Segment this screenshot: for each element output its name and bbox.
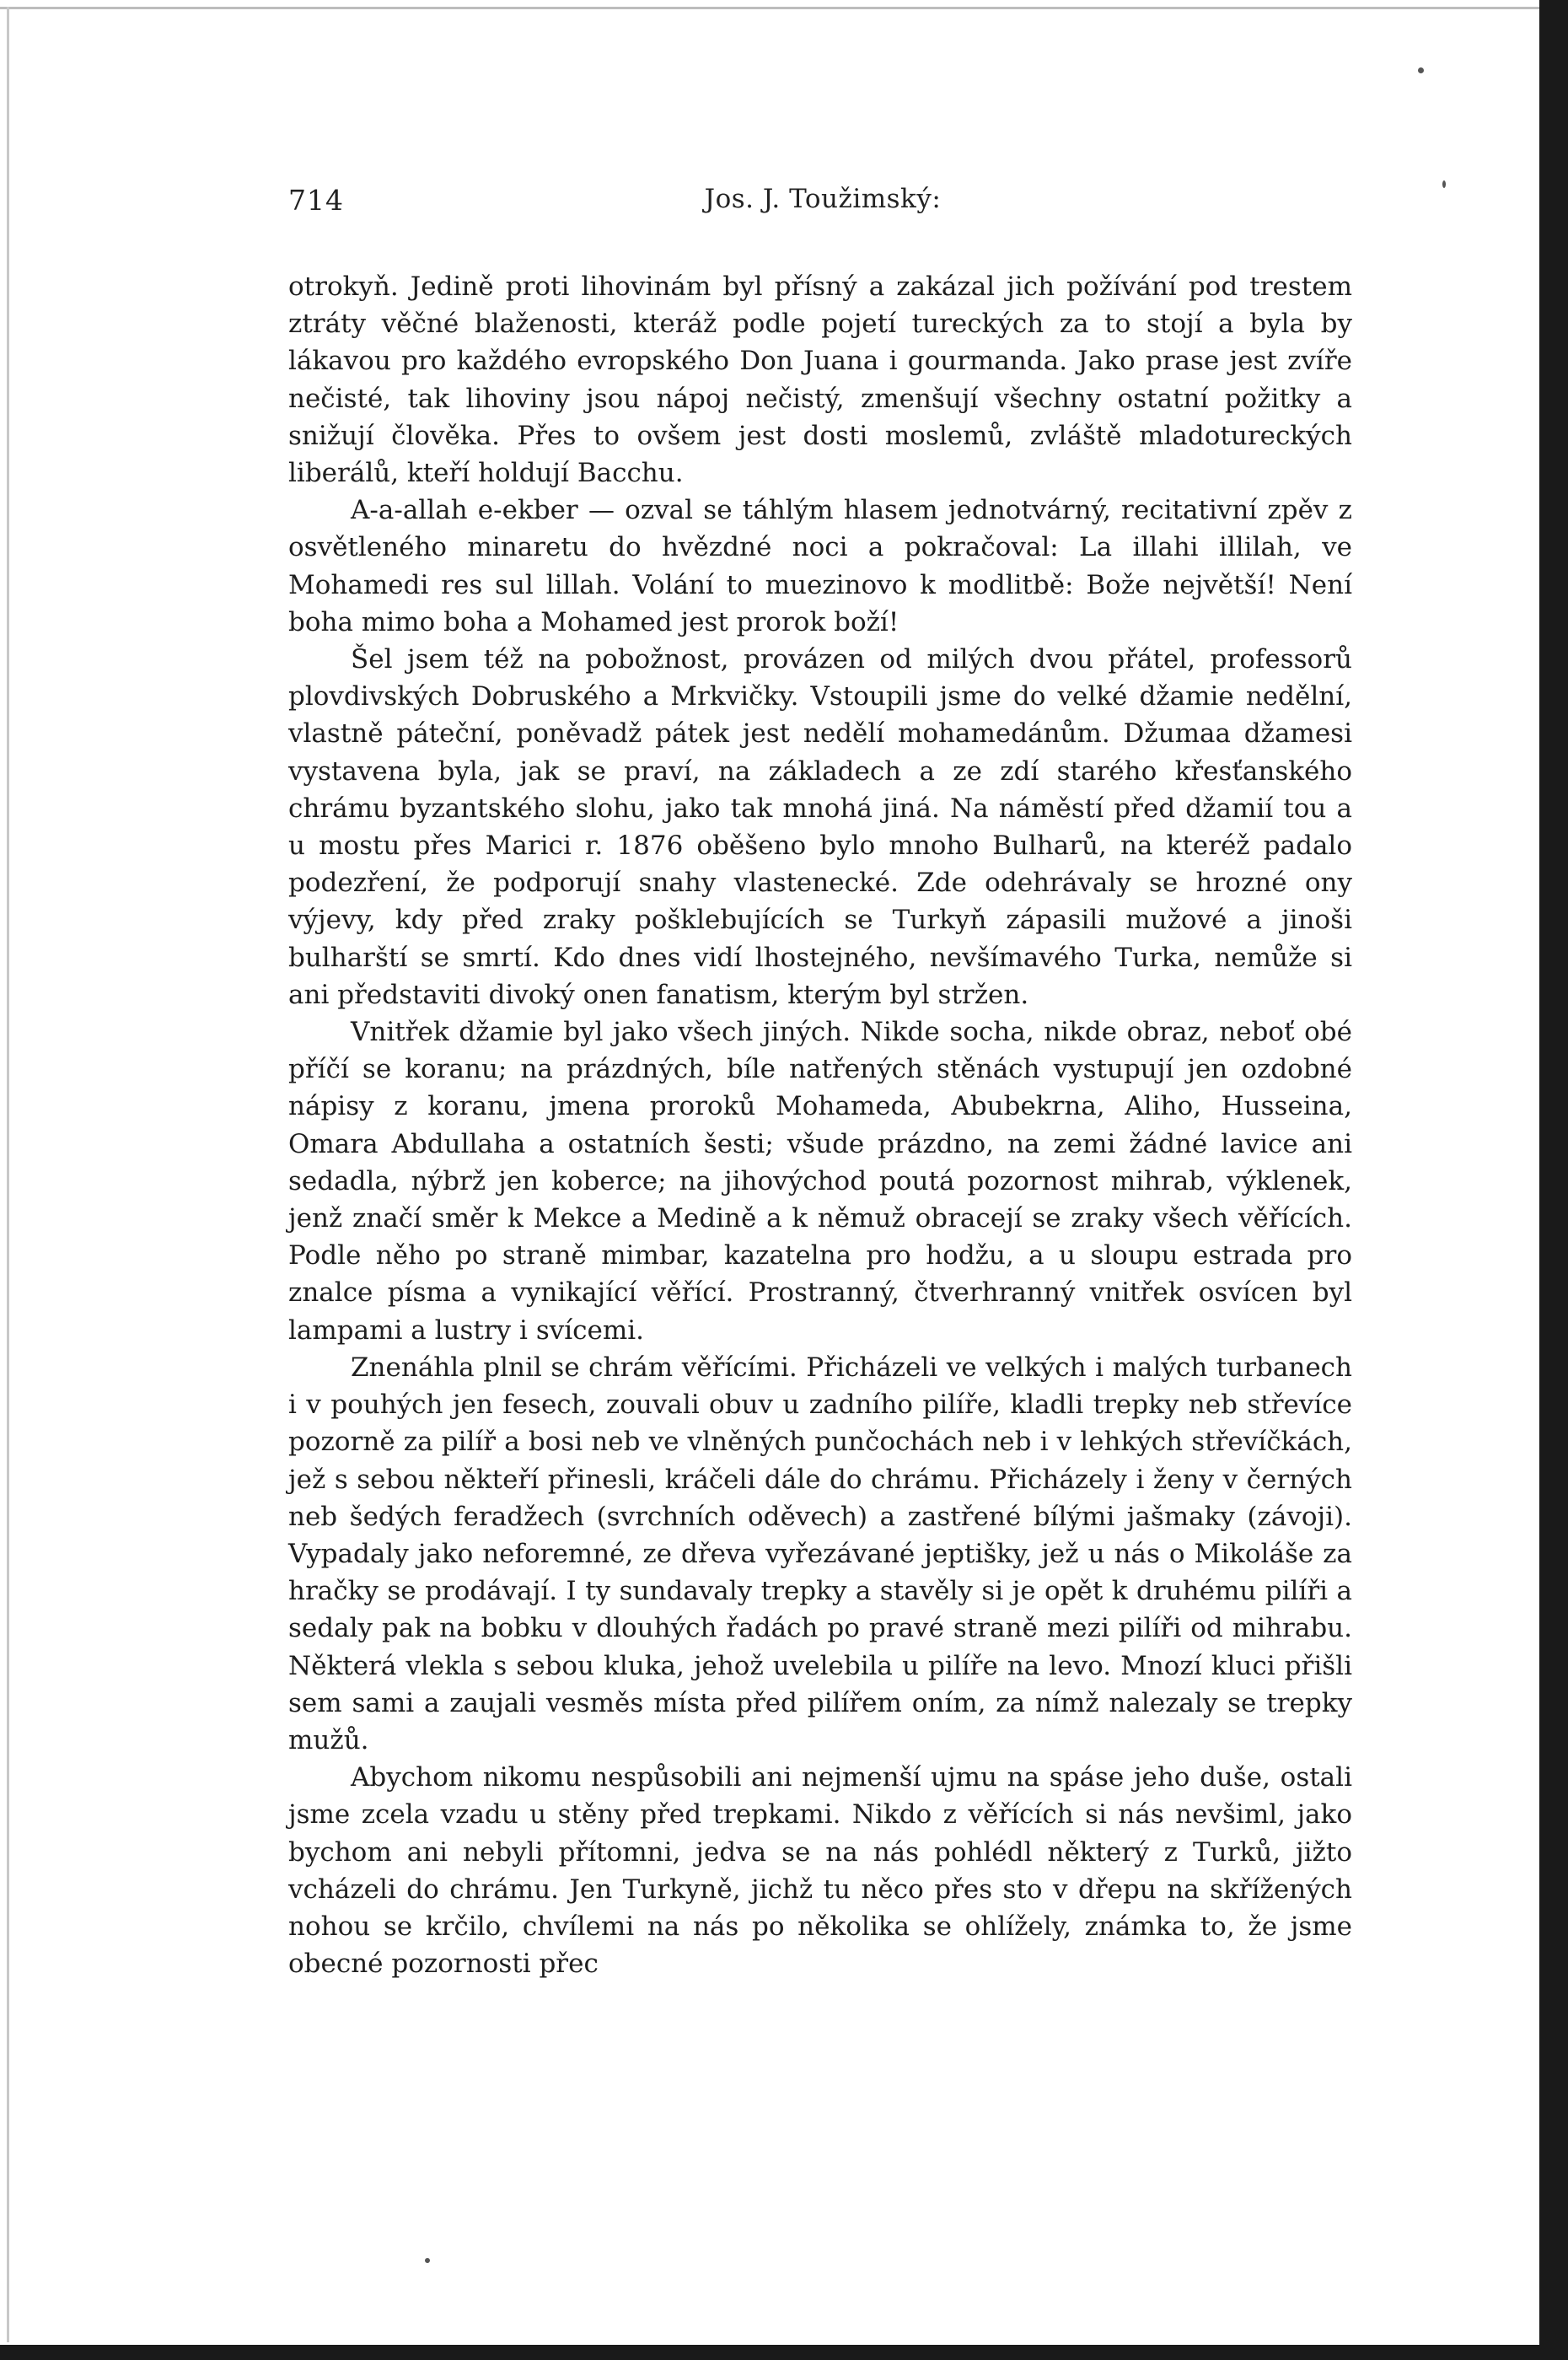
paragraph: Znenáhla plnil se chrám věřícími. Přicházeli ve velkých i malých turbanech i v pouhých jen fesech, zouvali obuv u zadního pilíře, kladli trepky neb střevíce pozorně za pilíř a bosi neb ve vlněných punčochách neb i v lehkých střevíčkách, jež s sebou někteří přinesli, kráčeli dále do chrámu. Přicházely i ženy v černých neb šedých feradžech (svrchních oděvech) a zastřené bílými jašmaky (závoji). Vypadaly jako neforemné, ze dřeva vyřezávané jeptišky, jež u nás o Mikoláše za hračky se prodávají. I ty sundavaly trepky a stavěly si je opět k druhému pilíři a sedaly pak na bobku v dlouhých řadách po pravé straně mezi pilíři od mihrabu. Některá vlekla s sebou kluka, jehož uvelebila u pilíře na levo. Mnozí kluci přišli sem sami a zaujali vesměs místa před pilířem oním, za nímž nalezaly se trepky mužů. (288, 1352, 1352, 1755)
scan-border-right (1539, 0, 1568, 2360)
running-head: Jos. J. Toužimský: (704, 184, 942, 214)
paragraph: Abychom nikomu nespůsobili ani nejmenší ujmu na spáse jeho duše, ostali jsme zcela vzadu u stěny před trepkami. Nikdo z věřících si nás nevšiml, jako bychom ani nebyli přítomni, jedva se na nás pohlédl některý z Turků, jižto vcházeli do chrámu. Jen Turkyně, jichž tu něco přes sto v dřepu na skřížených nohou se krčilo, chvílemi na nás po několika se ohlížely, známka to, že jsme obecné pozornosti přec (288, 1762, 1352, 1980)
paragraph: otrokyň. Jedině proti lihovinám byl přísný a zakázal jich požívání pod trestem ztráty věčné blaženosti, kteráž podle pojetí tureckých za to stojí a byla by lákavou pro každého evropského Don Juana i gourmanda. Jako prase jest zvíře nečisté, tak lihoviny jsou nápoj nečistý, zmenšují všechny ostatní požitky a snižují člověka. Přes to ovšem jest dosti moslemů, zvláště mladotureckých liberálů, kteří holdují Bacchu. (288, 271, 1352, 489)
scan-speck (1442, 180, 1446, 188)
scan-edge-top (0, 7, 1539, 9)
page-number: 714 (288, 184, 344, 217)
paragraph: Vnitřek džamie byl jako všech jiných. Nikde socha, nikde obraz, neboť obé příčí se koranu; na prázdných, bíle natřených stěnách vystupují jen ozdobné nápisy z koranu, jmena proroků Mohameda, Abubekrna, Aliho, Husseina, Omara Abdullaha a ostatních šesti; všude prázdno, na zemi žádné lavice ani sedadla, nýbrž jen koberce; na jihovýchod poutá pozornost mihrab, výklenek, jenž značí směr k Mekce a Medině a k němuž obracejí se zraky všech věřících. Podle něho po straně mimbar, kazatelna pro hodžu, a u sloupu estrada pro znalce písma a vynikající věřící. Prostranný, čtverhranný vnitřek osvícen byl lampami a lustry i svícemi. (288, 1017, 1352, 1346)
page-header (288, 184, 1357, 234)
scan-speck (425, 2258, 430, 2263)
scan-border-bottom (0, 2345, 1568, 2360)
paragraph: A-a-allah e-ekber — ozval se táhlým hlasem jednotvárný, recitativní zpěv z osvětleného minaretu do hvězdné noci a pokračoval: La illahi illilah, ve Mohamedi res sul lillah. Volání to muezinovo k modlitbě: Bože největší! Není boha mimo boha a Mohamed jest prorok boží! (288, 495, 1352, 637)
paragraph: Šel jsem též na pobožnost, provázen od milých dvou přátel, professorů plovdivských Dobruského a Mrkvičky. Vstoupili jsme do velké džamie nedělní, vlastně páteční, poněvadž pátek jest nedělí mohamedánům. Džumaa džamesi vystavena byla, jak se praví, na základech a ze zdí starého křesťanského chrámu byzantského slohu, jako tak mnohá jiná. Na náměstí před džamií tou a u mostu přes Marici r. 1876 oběšeno bylo mnoho Bulharů, na kteréž padalo podezření, že podporují snahy vlastenecké. Zde odehrávaly se hrozné ony výjevy, kdy před zraky pošklebujících se Turkyň zápasili mužové a jinoši bulharští se smrtí. Kdo dnes vidí lhostejného, nevšímavého Turka, nemůže si ani představiti divoký onen fanatism, kterým byl stržen. (288, 644, 1352, 1010)
scan-speck (1418, 67, 1424, 73)
body-text (288, 268, 1352, 1982)
scan-edge-left (7, 7, 9, 2342)
